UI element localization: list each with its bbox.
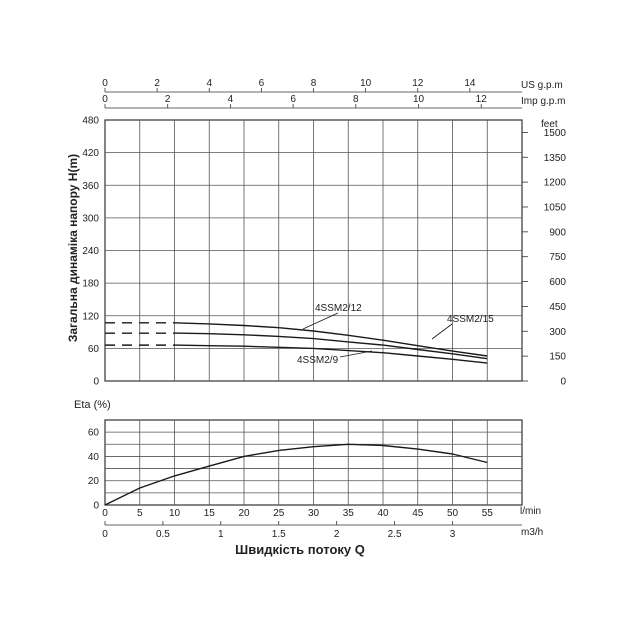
- head-y-tick-label: 0: [93, 376, 99, 388]
- feet-unit-label: feet: [541, 119, 558, 130]
- m3h-tick-label: 2.5: [387, 529, 402, 540]
- eta-y-tick-label: 20: [87, 476, 99, 488]
- us-gpm-tick-label: 10: [360, 78, 372, 89]
- imp-gpm-tick-label: 4: [227, 94, 234, 105]
- us-gpm-tick-label: 12: [412, 78, 424, 89]
- lmin-tick-label: 0: [102, 508, 108, 519]
- eta-y-tick-label: 40: [87, 451, 99, 463]
- feet-tick-label: 750: [549, 252, 566, 264]
- imp-gpm-tick-label: 12: [475, 94, 487, 105]
- curve-label-4ssm2-15: 4SSM2/15: [447, 314, 494, 325]
- head-y-tick-label: 240: [82, 246, 99, 257]
- feet-tick-label: 150: [549, 351, 566, 363]
- us-gpm-tick-label: 0: [102, 78, 108, 89]
- imp-gpm-tick-label: 8: [353, 94, 359, 105]
- feet-tick-label: 600: [549, 277, 566, 289]
- feet-tick-label: 1050: [543, 202, 566, 214]
- lmin-tick-label: 45: [412, 508, 424, 519]
- lmin-tick-label: 40: [377, 508, 389, 519]
- feet-tick-label: 1200: [543, 177, 566, 189]
- us-gpm-tick-label: 6: [258, 78, 265, 89]
- imp-gpm-unit-label: Imp g.p.m: [521, 96, 566, 107]
- curve-label-4ssm2-9: 4SSM2/9: [297, 355, 339, 366]
- us-gpm-tick-label: 2: [154, 78, 160, 89]
- eta-y-tick-label: 60: [87, 427, 99, 439]
- feet-tick-label: 0: [560, 376, 566, 388]
- m3h-tick-label: 2: [333, 529, 340, 540]
- head-axis-title: Загальна динаміка напору H(m): [66, 153, 80, 343]
- curve-4ssm2-15: [175, 323, 488, 356]
- feet-tick-label: 450: [549, 301, 566, 313]
- leader-4ssm2-9: [340, 351, 372, 357]
- m3h-tick-label: 0.5: [155, 529, 170, 540]
- feet-tick-label: 1350: [543, 152, 566, 164]
- feet-tick-label: 300: [549, 326, 566, 338]
- head-y-tick-label: 300: [82, 213, 99, 225]
- lmin-tick-label: 50: [446, 508, 459, 519]
- m3h-tick-label: 1.5: [271, 529, 286, 540]
- m3h-tick-label: 1: [218, 529, 224, 540]
- lmin-unit-label: l/min: [520, 506, 542, 517]
- lmin-tick-label: 35: [342, 508, 354, 519]
- m3h-tick-label: 0: [102, 529, 108, 540]
- m3h-tick-label: 3: [449, 529, 456, 540]
- upper-grid: [105, 88, 528, 381]
- lmin-tick-label: 55: [481, 508, 493, 519]
- lmin-tick-label: 10: [168, 508, 181, 519]
- us-gpm-unit-label: US g.p.m: [521, 80, 563, 91]
- lmin-tick-label: 5: [136, 508, 143, 519]
- m3h-unit-label: m3/h: [521, 527, 544, 538]
- imp-gpm-tick-label: 6: [290, 94, 296, 105]
- head-y-tick-label: 420: [82, 148, 99, 160]
- us-gpm-tick-label: 14: [464, 78, 476, 89]
- curve-label-4ssm2-12: 4SSM2/12: [315, 303, 362, 314]
- head-y-tick-label: 480: [82, 115, 99, 127]
- imp-gpm-tick-label: 2: [164, 94, 171, 105]
- imp-gpm-tick-label: 10: [412, 94, 425, 105]
- feet-tick-label: 1500: [543, 127, 566, 139]
- flow-axis-title: Швидкість потоку Q: [235, 542, 365, 557]
- lmin-tick-label: 15: [203, 508, 215, 519]
- head-y-tick-label: 180: [82, 278, 99, 290]
- lmin-tick-label: 30: [307, 508, 320, 519]
- head-y-tick-label: 60: [87, 343, 99, 355]
- feet-tick-label: 900: [549, 227, 566, 239]
- imp-gpm-tick-label: 0: [102, 94, 108, 105]
- us-gpm-tick-label: 4: [206, 78, 213, 89]
- lmin-tick-label: 20: [238, 508, 250, 519]
- lmin-tick-label: 25: [273, 508, 285, 519]
- eta-axis-title: Eta (%): [74, 399, 111, 411]
- efficiency-curve: [105, 444, 487, 505]
- head-y-tick-label: 360: [82, 180, 99, 192]
- leader-4ssm2-15: [432, 324, 452, 339]
- eta-y-tick-label: 0: [93, 500, 99, 512]
- eta-curve: [105, 444, 487, 505]
- head-y-tick-label: 120: [82, 311, 99, 323]
- us-gpm-tick-label: 8: [310, 78, 317, 89]
